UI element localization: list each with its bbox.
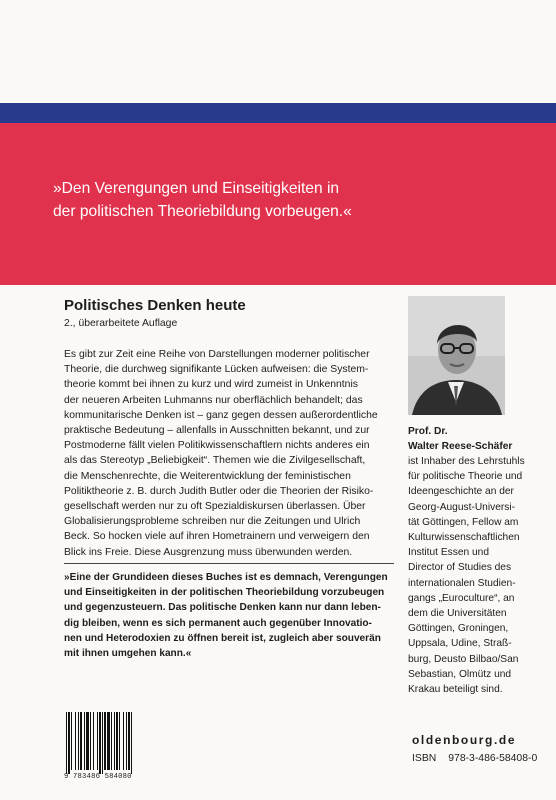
barcode-bar [84, 712, 85, 770]
highlight-quote [64, 570, 394, 661]
barcode-bar [123, 712, 124, 770]
author-bio-line: Uppsala, Udine, Straß- [408, 638, 512, 650]
barcode-bar [99, 712, 101, 774]
description-line: Politiktheorie z. B. durch Judith Butler oder die Theorien der Risiko- [64, 485, 374, 497]
author-bio-line: Georg-August-Universi- [408, 501, 516, 513]
description-line: Postmoderne fällt vielen Politikwissenschaftlern nichts anderes ein [64, 440, 370, 452]
author-bio-line: gangs „Euroculture“, an [408, 592, 515, 604]
description-line: gesellschaft werden nur zu oft Spezialdiskursen überlassen. Über [64, 501, 366, 513]
barcode-bar [75, 712, 76, 770]
barcode-bar [111, 712, 112, 770]
isbn-label: ISBN [412, 753, 437, 764]
isbn-value: 978-3-486-58408-0 [448, 753, 538, 764]
author-bio-line: tät Göttingen, Fellow am [408, 516, 519, 528]
banner-quote [53, 177, 523, 223]
author-heading [408, 424, 512, 454]
barcode-bar [131, 712, 132, 774]
highlight-line: nen und Heterodoxien zu öffnen bereit ist, zugleich aber souverän [64, 632, 381, 644]
author-bio-line: Director of Studies des [408, 562, 512, 574]
author-photo [408, 296, 505, 415]
book-title: Politisches Denken heute [64, 297, 246, 314]
highlight-line: »Eine der Grundideen dieses Buches ist es demnach, Verengungen [64, 572, 388, 583]
author-bio-line: burg, Deusto Bilbao/San [408, 653, 519, 665]
highlight-line: und Einseitigkeiten in der politischen Theoriebildung vorzubeugen [64, 587, 385, 599]
barcode-bar [114, 712, 115, 770]
description-line: Beck. So hocken viele auf ihren Hometrainern und verweigern den [64, 531, 370, 543]
barcode-bar [97, 712, 98, 770]
author-bio-line: Sebastian, Olmütz und [408, 668, 512, 680]
author-bio-line: Kulturwissenschaftlichen [408, 532, 520, 544]
barcode-bar [86, 712, 89, 770]
author-bio [408, 454, 525, 697]
description-line: Blick ins Freie. Diese Ausgrenzung muss überwunden werden. [64, 546, 353, 558]
highlight-line: dig bleiben, wenn es sich permanent auch gegenüber Innovatio- [64, 617, 372, 629]
barcode-bar [119, 712, 120, 770]
barcode-number: 9 783486 584080 [64, 773, 132, 781]
barcode-bar [93, 712, 94, 770]
banner-quote-line: »Den Verengungen und Einseitigkeiten in [53, 180, 340, 197]
description-line: Es gibt zur Zeit eine Reihe von Darstellungen moderner politischer [64, 349, 370, 360]
description-line: kommunitarische Denken ist – ganz gegen dessen außerordentliche [64, 409, 378, 421]
barcode-bar [90, 712, 91, 770]
description-line: als das Stereotyp „Beliebigkeit“. Themen wie die Zivilgesellschaft, [64, 455, 366, 467]
description-line: praktische Bedeutung – allenfalls in Ausschnitten bekannt, und zur [64, 425, 370, 437]
description-line: der neueren Arbeiten Luhmanns nur oberflächlich behandelt; das [64, 394, 363, 406]
banner-quote-line: der politischen Theoriebildung vorbeugen.« [53, 203, 352, 220]
barcode-bar [104, 712, 106, 770]
author-portrait-icon [408, 296, 505, 415]
description-line: die Menschenrechte, die Weiterentwicklung der feministischen [64, 470, 351, 482]
author-bio-line: ist Inhaber des Lehrstuhls [408, 456, 525, 467]
author-bio-line: Institut Essen und [408, 547, 489, 559]
highlight-line: mit ihnen umgehen kann.« [64, 648, 192, 660]
isbn-line [412, 753, 537, 764]
author-bio-line: Ideengeschichte an der [408, 486, 514, 498]
author-bio-line: Göttingen, Groningen, [408, 623, 509, 635]
barcode-bar [68, 712, 70, 774]
author-bio-line: für politische Theorie und [408, 471, 523, 483]
author-bio-line: dem die Universitäten [408, 608, 507, 620]
barcode-bar [116, 712, 118, 770]
highlight-line: und gegenzusteuern. Das politische Denken kann nur dann leben- [64, 602, 381, 614]
barcode-icon [64, 712, 156, 774]
barcode-bar [66, 712, 67, 774]
description-text [64, 347, 394, 560]
barcode-bar [126, 712, 127, 770]
author-name: Walter Reese-Schäfer [408, 441, 513, 453]
section-divider [64, 563, 394, 564]
description-line: theorie kommt bei ihnen zu kurz und wird zumeist in Unkenntnis [64, 379, 358, 391]
book-edition: 2., überarbeitete Auflage [64, 318, 178, 329]
barcode-bar [78, 712, 79, 770]
barcode-bar [128, 712, 130, 770]
barcode-bar [71, 712, 72, 770]
author-title: Prof. Dr. [408, 426, 448, 437]
author-bio-line: internationalen Studien- [408, 577, 516, 589]
top-blank-area [0, 0, 556, 103]
description-line: Globalisierungsprobleme schreiben nur die Zeitungen und Ulrich [64, 516, 361, 528]
blue-stripe [0, 103, 556, 123]
publisher-website[interactable]: oldenbourg.de [412, 733, 517, 747]
barcode-bar [102, 712, 103, 774]
barcode-bar [80, 712, 82, 770]
author-bio-line: Krakau beteiligt sind. [408, 684, 503, 696]
barcode-bar [107, 712, 110, 770]
description-line: Theorie, die durchweg signifikante Lücken aufweisen: die System- [64, 364, 369, 376]
